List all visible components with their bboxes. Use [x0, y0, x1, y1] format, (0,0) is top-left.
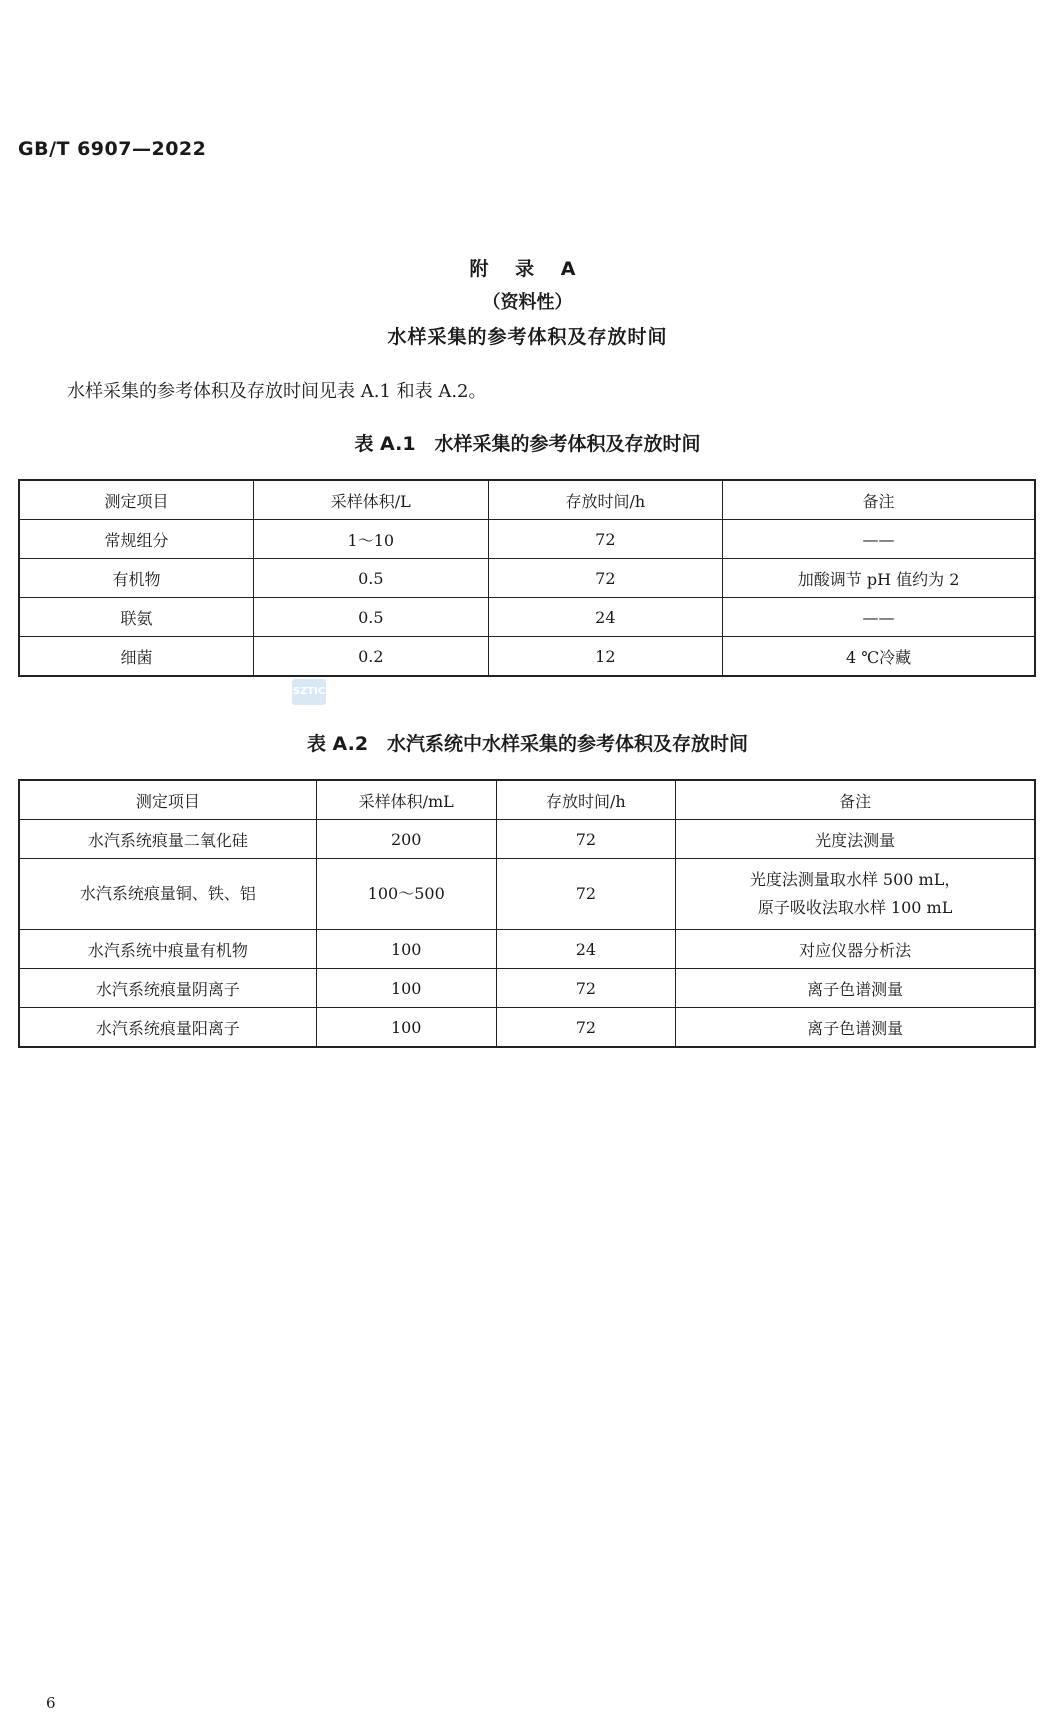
table-cell: 72 [496, 820, 676, 859]
table-cell: 光度法测量 [676, 820, 1035, 859]
table-cell: 24 [488, 598, 723, 637]
table-row [19, 637, 1035, 677]
header-cell: 采样体积/L [254, 480, 489, 520]
table-cell: 72 [496, 859, 676, 930]
table-cell: 水汽系统痕量二氧化硅 [19, 820, 316, 859]
table-cell: 200 [316, 820, 496, 859]
table-row [19, 859, 1035, 930]
table-cell: 有机物 [19, 559, 254, 598]
table-row [19, 559, 1035, 598]
table-row [19, 930, 1035, 969]
watermark-logo: SZTIC [292, 679, 326, 705]
remark-line-1: 光度法测量取水样 500 mL， [749, 870, 961, 889]
table-cell: —— [723, 598, 1035, 637]
table-a2-caption: 表 A.2 水汽系统中水样采集的参考体积及存放时间 [306, 733, 749, 755]
table-cell: 4 ℃冷藏 [723, 637, 1035, 677]
table-cell: 100 [316, 1008, 496, 1048]
table-cell: 水汽系统痕量铜、铁、铝 [19, 859, 316, 930]
standard-code: GB/T 6907—2022 [18, 138, 207, 160]
header-cell: 备注 [676, 780, 1035, 820]
header-cell: 存放时间/h [488, 480, 723, 520]
header-cell: 测定项目 [19, 480, 254, 520]
table-row [19, 520, 1035, 559]
annex-subject: 水样采集的参考体积及存放时间 [387, 326, 668, 348]
table-cell: 72 [496, 1008, 676, 1048]
header-cell: 存放时间/h [496, 780, 676, 820]
table-cell: 细菌 [19, 637, 254, 677]
table-a1-caption: 表 A.1 水样采集的参考体积及存放时间 [354, 433, 701, 455]
table-cell: 72 [488, 559, 723, 598]
table-cell: 100～500 [316, 859, 496, 930]
header-cell: 备注 [723, 480, 1035, 520]
intro-paragraph: 水样采集的参考体积及存放时间见表 A.1 和表 A.2。 [67, 381, 487, 402]
table-row [19, 969, 1035, 1008]
table-cell: 离子色谱测量 [676, 1008, 1035, 1048]
table-cell: 离子色谱测量 [676, 969, 1035, 1008]
page-number: 6 [46, 1694, 56, 1712]
table-cell: 水汽系统痕量阴离子 [19, 969, 316, 1008]
table-cell: 联氨 [19, 598, 254, 637]
table-header-row [19, 480, 1035, 520]
table-cell: 0.2 [254, 637, 489, 677]
table-cell: 24 [496, 930, 676, 969]
table-cell: 1～10 [254, 520, 489, 559]
table-header-row [19, 780, 1035, 820]
table-cell: 100 [316, 969, 496, 1008]
table-cell: 72 [496, 969, 676, 1008]
header-cell: 测定项目 [19, 780, 316, 820]
table-a2 [18, 779, 1036, 1048]
table-cell: 0.5 [254, 559, 489, 598]
table-a1 [18, 479, 1036, 677]
table-cell: 100 [316, 930, 496, 969]
annex-title: 附 录 A [469, 258, 586, 280]
table-cell: 水汽系统中痕量有机物 [19, 930, 316, 969]
table-row [19, 820, 1035, 859]
table-cell: 12 [488, 637, 723, 677]
annex-nature: （资料性） [482, 292, 573, 313]
table-cell: 常规组分 [19, 520, 254, 559]
table-row [19, 598, 1035, 637]
table-cell: 0.5 [254, 598, 489, 637]
table-cell [676, 859, 1035, 930]
table-cell: 水汽系统痕量阳离子 [19, 1008, 316, 1048]
remark-line-2: 原子吸收法取水样 100 mL [757, 898, 953, 917]
table-cell: 对应仪器分析法 [676, 930, 1035, 969]
table-row [19, 1008, 1035, 1048]
header-cell: 采样体积/mL [316, 780, 496, 820]
table-cell: 加酸调节 pH 值约为 2 [723, 559, 1035, 598]
table-cell: 72 [488, 520, 723, 559]
table-cell: —— [723, 520, 1035, 559]
